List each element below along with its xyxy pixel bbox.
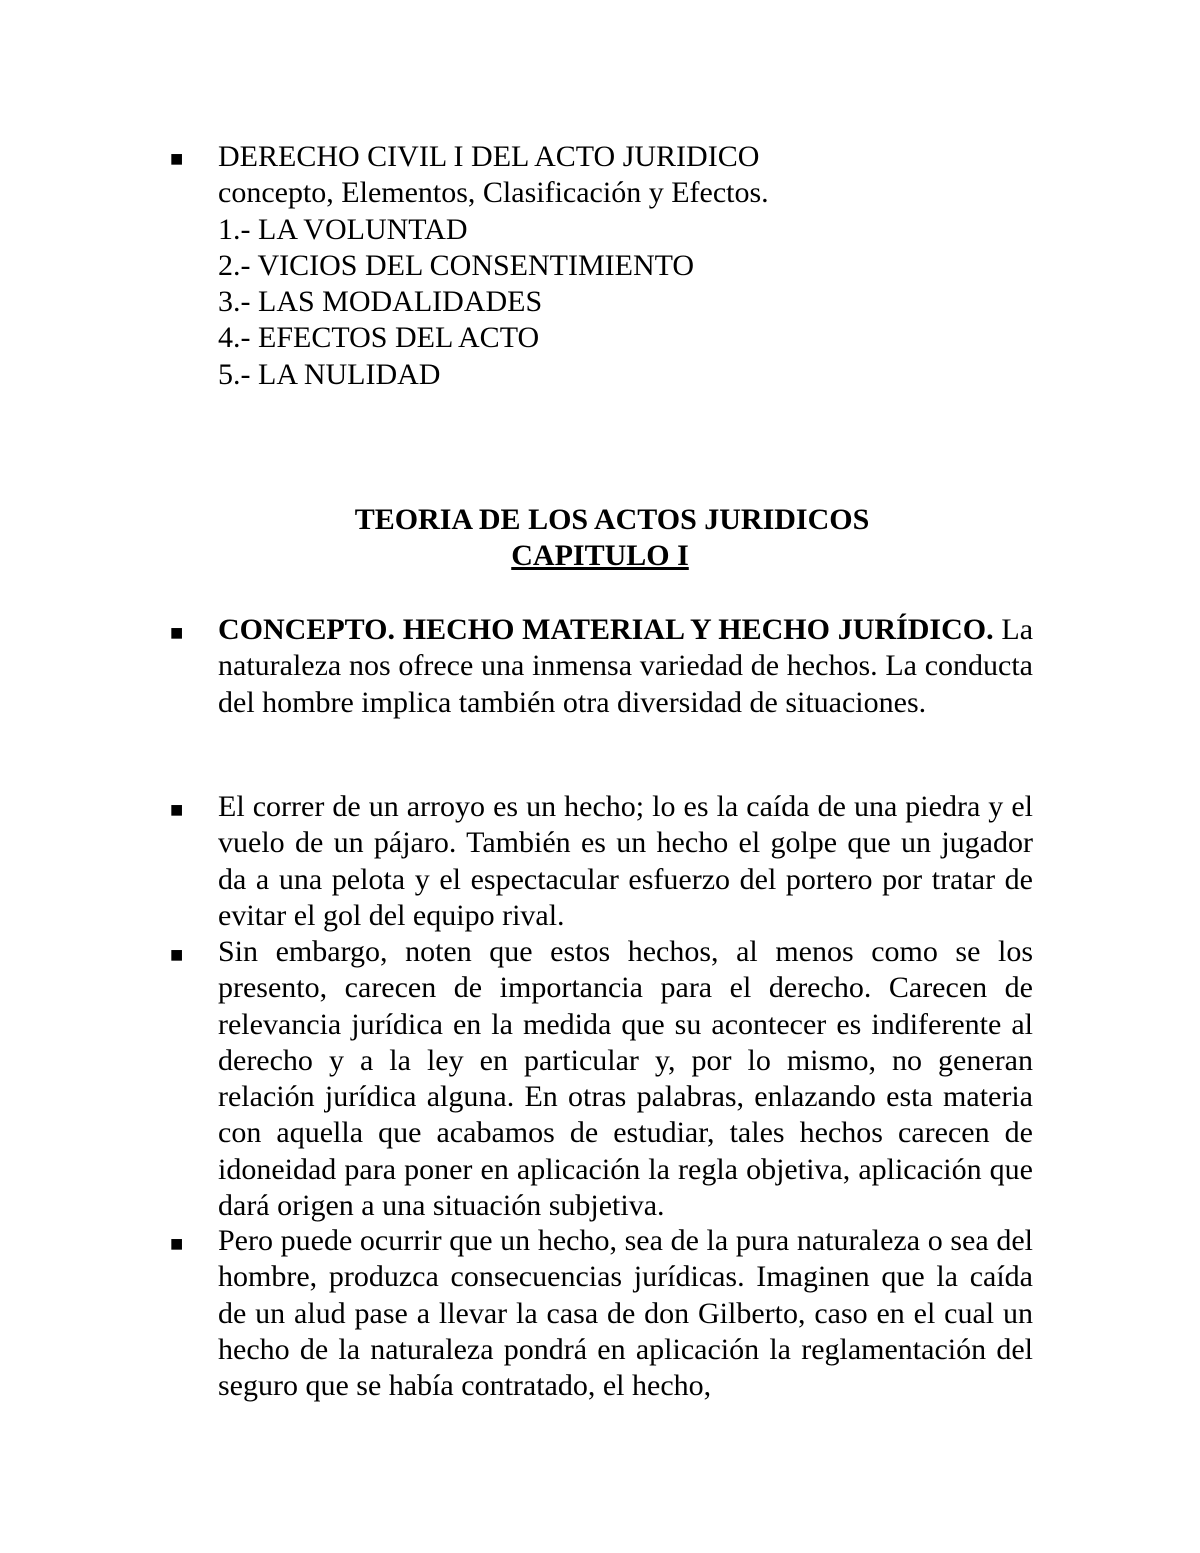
intro-title: DERECHO CIVIL I DEL ACTO JURIDICO [218, 140, 760, 173]
intro-item: 3.- LAS MODALIDADES [218, 285, 543, 319]
bullet-icon: ■ [170, 146, 184, 171]
paragraph-text: La naturaleza nos ofrece una inmensa variedad de hechos. La conducta del hombre implica también otra diversidad de situaciones. [218, 613, 1034, 719]
intro-item: 1.- LA VOLUNTAD [218, 212, 468, 246]
bullet-icon: ■ [170, 797, 184, 822]
section-title: TEORIA DE LOS ACTOS JURIDICOS [354, 503, 870, 536]
paragraph-text: Sin embargo, noten que estos hechos, al menos como se los presento, carecen de importancia para el derecho. Carecen de relevancia jurídica en la medida que su acontecer es indiferente al derecho y a la ley en particular y, por lo mismo, no generan relación jurídica alguna. En otras palabras, enlazando esta materia con aquella que acabamos de estudiar, tales hechos carecen de idoneidad para poner en aplicación la regla objetiva, aplicación que dará origen a una situación subjetiva. [218, 935, 1033, 1223]
bullet-icon: ■ [170, 1231, 184, 1256]
paragraph [218, 934, 1033, 1224]
intro-block [218, 139, 1033, 393]
bullet-icon: ■ [170, 620, 184, 645]
paragraph [218, 789, 1033, 934]
paragraph-text: Pero puede ocurrir que un hecho, sea de la pura naturaleza o sea del hombre, produzca consecuencias jurídicas. Imaginen que la caída de un alud pase a llevar la casa de don Gilberto, caso en el cual un hecho de la naturaleza pondrá en aplicación la reglamentación del seguro que se había contratado, el hecho, [218, 1224, 1033, 1403]
intro-subtitle: concepto, Elementos, Clasificación y Efectos. [218, 176, 769, 210]
paragraph-text: El correr de un arroyo es un hecho; lo es la caída de una piedra y el vuelo de un pájaro. También es un hecho el golpe que un jugador da a una pelota y el espectacular esfuerzo del portero por tratar de evitar el gol del equipo rival. [218, 790, 1033, 932]
bullet-icon: ■ [170, 942, 184, 967]
paragraph [218, 1223, 1033, 1404]
paragraph-heading: CONCEPTO. HECHO MATERIAL Y HECHO JURÍDICO. [218, 613, 994, 646]
chapter-title: CAPITULO I [511, 539, 689, 572]
intro-item: 5.- LA NULIDAD [218, 357, 441, 391]
intro-item: 2.- VICIOS DEL CONSENTIMIENTO [218, 248, 695, 282]
intro-item: 4.- EFECTOS DEL ACTO [218, 321, 540, 355]
paragraph-concepto [218, 612, 1033, 721]
